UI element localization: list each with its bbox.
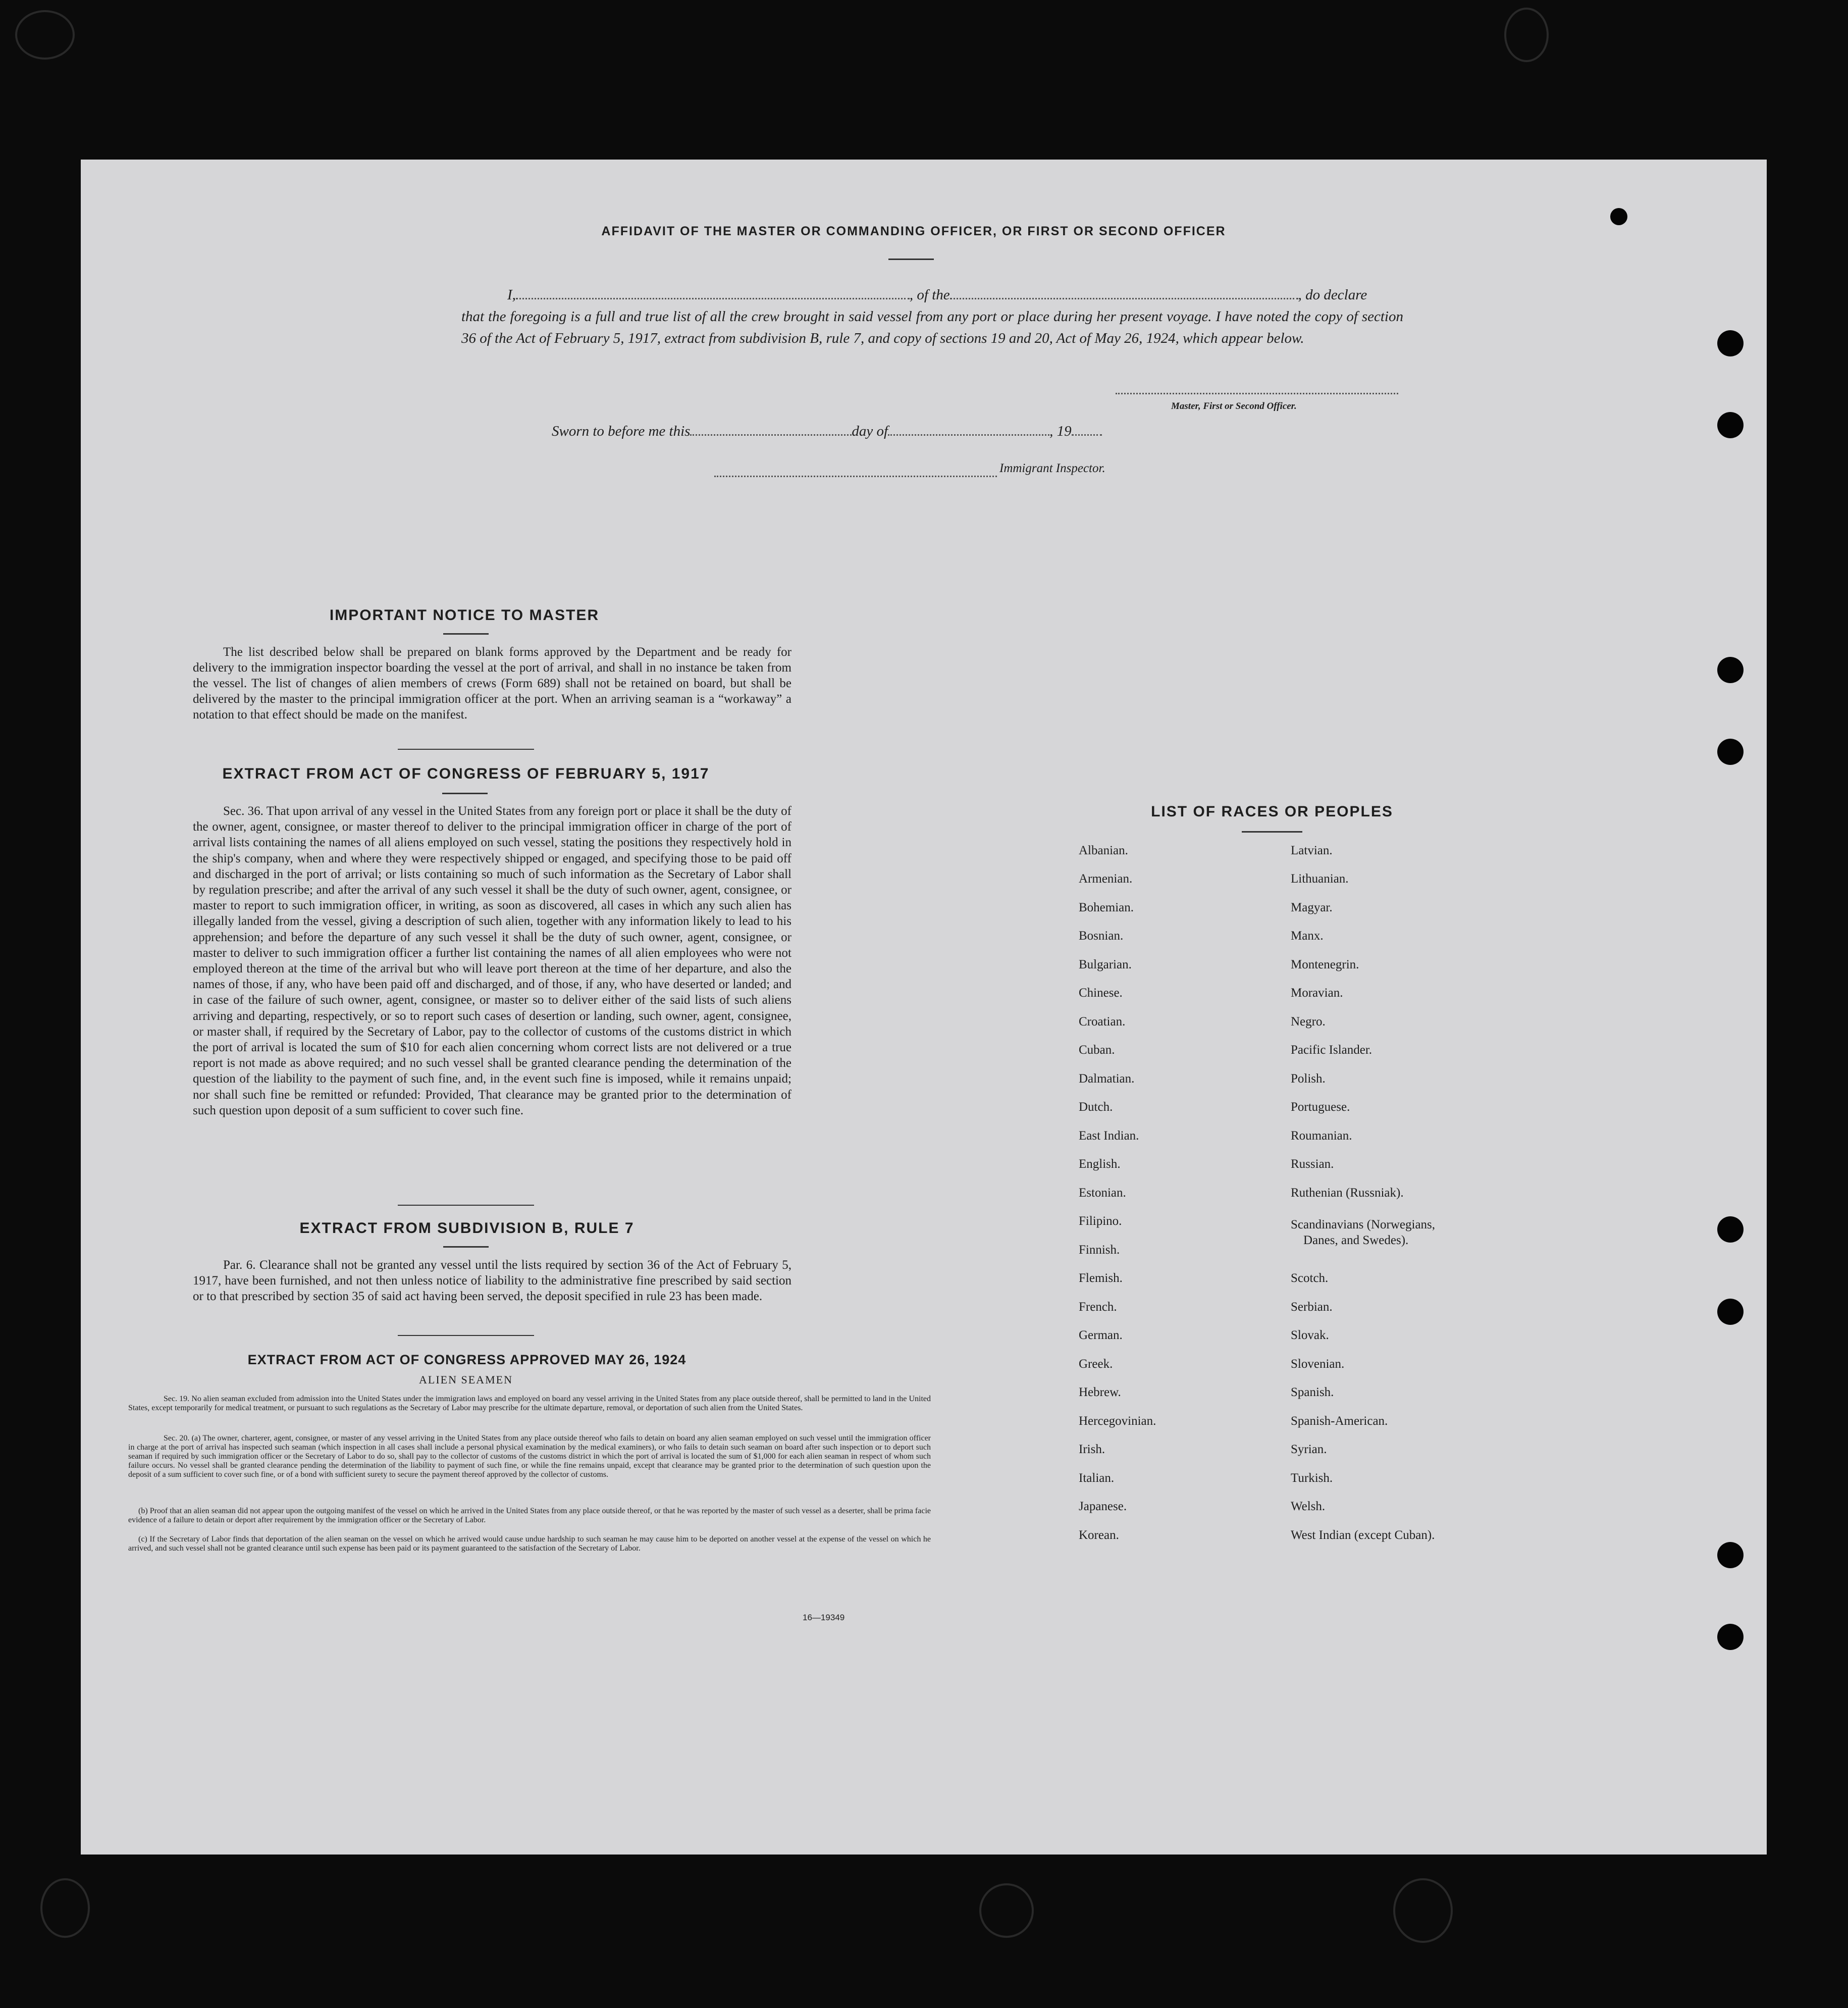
race-item: Pacific Islander.	[1291, 1043, 1372, 1057]
race-item: French.	[1079, 1300, 1117, 1314]
race-item: Negro.	[1291, 1015, 1326, 1028]
sworn-label: Sworn to before me this	[552, 423, 691, 439]
race-item: German.	[1079, 1328, 1123, 1342]
sec20a-text: Sec. 20. (a) The owner, charterer, agent, consignee, or master of any vessel arriving in the United States from any place outside thereof who fails to detain on board any alien seaman employed on such vessel until the immigration officer in charge at the port of arrival has inspected such seaman (which inspection in all cases shall include a personal physical examination by the medical examiners), or who fails to detain such seaman on board after such inspection or to deport such seaman if required by such immigration officer or the Secretary of Labor to do so, shall pay to the collector of customs of the customs district in which the port of arrival is located the sum of $1,000 for each alien seaman in respect of whom such failure occurs. No vessel shall be granted clearance pending the determination of the liability to payment of such fine, or while the fine remains unpaid, except that clearance may be granted prior to the determination of such question upon the deposit of a sum sufficient to cover such fine, or of a bond with sufficient surety to secure the payment thereof approved by the collector of customs.	[128, 1434, 931, 1479]
extract-1924-title: EXTRACT FROM ACT OF CONGRESS APPROVED MAY 26, 1924	[247, 1352, 687, 1367]
race-item: Bulgarian.	[1079, 958, 1132, 971]
race-item: Hebrew.	[1079, 1385, 1121, 1399]
race-item: Slovak.	[1291, 1328, 1329, 1342]
divider	[398, 1205, 534, 1206]
i-label: I,	[507, 287, 516, 303]
race-item: Scotch.	[1291, 1271, 1329, 1285]
race-item: Flemish.	[1079, 1271, 1123, 1285]
sworn-line	[552, 423, 1102, 440]
rule7-body: Par. 6. Clearance shall not be granted any vessel until the lists required by section 36 of the Act of February 5, 1917, have been furnished, and not then unless notice of liability to the administrative fine prescribed by said section or to that prescribed by section 35 of said act having been served, the deposit specified in rule 23 has been made.	[193, 1258, 791, 1303]
divider	[398, 749, 534, 750]
race-item: Manx.	[1291, 929, 1324, 943]
race-item: Finnish.	[1079, 1243, 1120, 1257]
punch-hole	[1717, 1299, 1744, 1325]
do-declare-label: , do declare	[1298, 287, 1367, 303]
signer-caption: Master, First or Second Officer.	[1171, 401, 1297, 411]
film-speck	[15, 10, 75, 60]
signature-field[interactable]	[1116, 393, 1398, 394]
sworn-year-field[interactable]	[1072, 434, 1102, 436]
affidavit-line-1	[507, 287, 1367, 303]
punch-hole	[1717, 657, 1744, 683]
extract-1917-body: Sec. 36. That upon arrival of any vessel in the United States from any foreign port or place it shall be the duty of the owner, agent, consignee, or master thereof to deliver to the principal immigration officer in charge of the port of arrival lists containing the names of all aliens employed on such vessel, stating the positions they respectively hold in the ship's company, when and where they were respectively shipped or engaged, and specifying those to be paid off and discharged in the port of arrival; or lists containing so much of such information as the Secretary of Labor shall by regulation prescribe; and after the arrival of any such vessel it shall be the duty of such owner, agent, consignee, or master to report to such immigration officer, in writing, as soon as discovered, all cases in which any such alien has illegally landed from the vessel, giving a description of such alien, together with any information likely to lead to his apprehension; and before the departure of any such vessel it shall be the duty of such owner, agent, consignee, or master to deliver to such immigration officer a further list containing the names of all alien employees who were not employed thereon at the time of the arrival but who will leave port thereon at the time of her departure, and also the names of those, if any, who have been paid off and discharged, and of those, if any, who have deserted or landed; and in case of the failure of such owner, agent, consignee, or master so to deliver either of the said lists of such aliens arriving and departing, respectively, or so to report such cases of desertion or landing, such owner, agent, consignee, or master shall, if required by the Secretary of Labor, pay to the collector of customs of the customs district in which the port of arrival is located the sum of $10 for each alien concerning whom correct lists are not delivered or a true report is not made as above required; and no such vessel shall be granted clearance pending the determination of the question of the liability to the payment of such fine, and, in the event such fine is imposed, while it remains unpaid; nor shall such fine be remitted or refunded: Provided, That clearance may be granted prior to the determination of such question upon deposit of a sum sufficient to cover such fine.	[193, 804, 791, 1117]
race-item: Magyar.	[1291, 901, 1333, 914]
day-of-label: day of	[852, 423, 888, 439]
race-item: Russian.	[1291, 1157, 1334, 1171]
race-item: East Indian.	[1079, 1129, 1139, 1143]
punch-hole	[1717, 1542, 1744, 1568]
divider	[443, 633, 489, 635]
race-item: Welsh.	[1291, 1500, 1326, 1513]
race-item: Japanese.	[1079, 1500, 1127, 1513]
year-label: , 19	[1049, 423, 1072, 439]
rule7-title: EXTRACT FROM SUBDIVISION B, RULE 7	[299, 1220, 635, 1237]
form-number: 16—19349	[803, 1613, 845, 1622]
punch-hole	[1717, 1216, 1744, 1243]
film-speck	[1504, 8, 1549, 62]
film-speck	[979, 1883, 1034, 1938]
race-item: Bosnian.	[1079, 929, 1124, 943]
race-item: Portuguese.	[1291, 1100, 1350, 1114]
race-item: Dutch.	[1079, 1100, 1113, 1114]
affidavit-title: AFFIDAVIT OF THE MASTER OR COMMANDING OFFICER, OR FIRST OR SECOND OFFICER	[601, 224, 1226, 238]
race-item: Croatian.	[1079, 1015, 1126, 1028]
race-item: Albanian.	[1079, 844, 1128, 857]
of-the-label: , of the	[909, 287, 950, 303]
race-item: Irish.	[1079, 1443, 1105, 1456]
extract-1917-title: EXTRACT FROM ACT OF CONGRESS OF FEBRUARY 5, 1917	[222, 765, 710, 782]
race-item: Armenian.	[1079, 872, 1133, 886]
race-item: Moravian.	[1291, 986, 1343, 1000]
race-item: Roumanian.	[1291, 1129, 1352, 1143]
race-item: English.	[1079, 1157, 1121, 1171]
races-title: LIST OF RACES OR PEOPLES	[1151, 803, 1393, 820]
race-item: Cuban.	[1079, 1043, 1115, 1057]
race-item: Chinese.	[1079, 986, 1123, 1000]
sec20b-text: (b) Proof that an alien seaman did not appear upon the outgoing manifest of the vessel on which he arrived in the United States from any place outside thereof, or that he was reported by the master of such vessel as a deserter, shall be prima facie evidence of a failure to detain or deport after requirement by the immigration officer or the Secretary of Labor.	[128, 1507, 931, 1524]
race-item: Lithuanian.	[1291, 872, 1349, 886]
film-speck	[40, 1878, 90, 1938]
race-item: Polish.	[1291, 1072, 1326, 1086]
race-item: Greek.	[1079, 1357, 1113, 1371]
race-item: Estonian.	[1079, 1186, 1126, 1200]
race-item: Latvian.	[1291, 844, 1333, 857]
notice-body: The list described below shall be prepared on blank forms approved by the Department and be ready for delivery to the immigration inspector boarding the vessel at the port of arrival, and shall in no instance be taken from the vessel. The list of changes of alien members of crews (Form 689) shall not be retained on board, but shall be delivered by the master to the principal immigration officer at the port. When an arriving seaman is a “workaway” a notation to that effect should be made on the manifest.	[193, 645, 791, 722]
sec20c-text: (c) If the Secretary of Labor finds that deportation of the alien seaman on the vessel on which he arrived would cause undue hardship to such seaman he may cause him to be deported on another vessel at the expense of the vessel on which he arrived, and such vessel shall not be granted clearance until such expense has been paid or its payment guaranteed to the satisfaction of the Secretary of Labor.	[128, 1535, 931, 1553]
affidavit-body: that the foregoing is a full and true list of all the crew brought in said vessel from any port or place during her present voyage. I have noted the copy of section 36 of the Act of February 5, 1917, extract from subdivision B, rule 7, and copy of sections 19 and 20, Act of May 26, 1924, which appear below.	[461, 308, 1403, 346]
punch-hole	[1717, 1624, 1744, 1650]
race-item: Spanish.	[1291, 1385, 1334, 1399]
race-item: Spanish-American.	[1291, 1414, 1388, 1428]
race-item: Turkish.	[1291, 1471, 1333, 1485]
race-item: Scandinavians (Norwegians,	[1291, 1218, 1436, 1231]
race-item: West Indian (except Cuban).	[1291, 1528, 1435, 1542]
race-item: Dalmatian.	[1079, 1072, 1135, 1086]
divider	[398, 1335, 534, 1336]
punch-hole	[1717, 412, 1744, 438]
notice-title: IMPORTANT NOTICE TO MASTER	[329, 607, 600, 624]
race-item: Bohemian.	[1079, 901, 1134, 914]
divider	[442, 793, 488, 794]
sworn-day-field[interactable]	[690, 434, 852, 436]
race-item: Montenegrin.	[1291, 958, 1359, 971]
race-item: Danes, and Swedes).	[1303, 1233, 1409, 1247]
sworn-month-field[interactable]	[888, 434, 1049, 436]
inspector-signature-field[interactable]	[714, 476, 997, 477]
race-item: Serbian.	[1291, 1300, 1333, 1314]
divider	[888, 259, 934, 260]
punch-hole	[1717, 330, 1744, 356]
race-item: Ruthenian (Russniak).	[1291, 1186, 1404, 1200]
ink-spot	[1610, 208, 1627, 225]
film-speck	[1393, 1878, 1453, 1943]
document-page	[81, 160, 1767, 1855]
race-item: Slovenian.	[1291, 1357, 1345, 1371]
race-item: Filipino.	[1079, 1214, 1122, 1228]
race-item: Hercegovinian.	[1079, 1414, 1156, 1428]
punch-hole	[1717, 739, 1744, 765]
race-item: Syrian.	[1291, 1443, 1327, 1456]
name-field[interactable]	[516, 297, 910, 299]
race-item: Italian.	[1079, 1471, 1115, 1485]
sec19-text: Sec. 19. No alien seaman excluded from admission into the United States under the immigration laws and employed on board any vessel arriving in the United States from any place outside thereof, shall be permitted to land in the United States, except temporarily for medical treatment, or pursuant to such regulations as the Secretary of Labor may prescribe for the ultimate departure, removal, or deportation of such alien from the United States.	[128, 1395, 931, 1412]
divider	[1242, 831, 1302, 833]
race-item: Korean.	[1079, 1528, 1119, 1542]
vessel-field[interactable]	[950, 297, 1298, 299]
inspector-caption: Immigrant Inspector.	[999, 461, 1105, 475]
divider	[443, 1246, 489, 1248]
alien-seamen-subtitle: ALIEN SEAMEN	[419, 1373, 513, 1386]
